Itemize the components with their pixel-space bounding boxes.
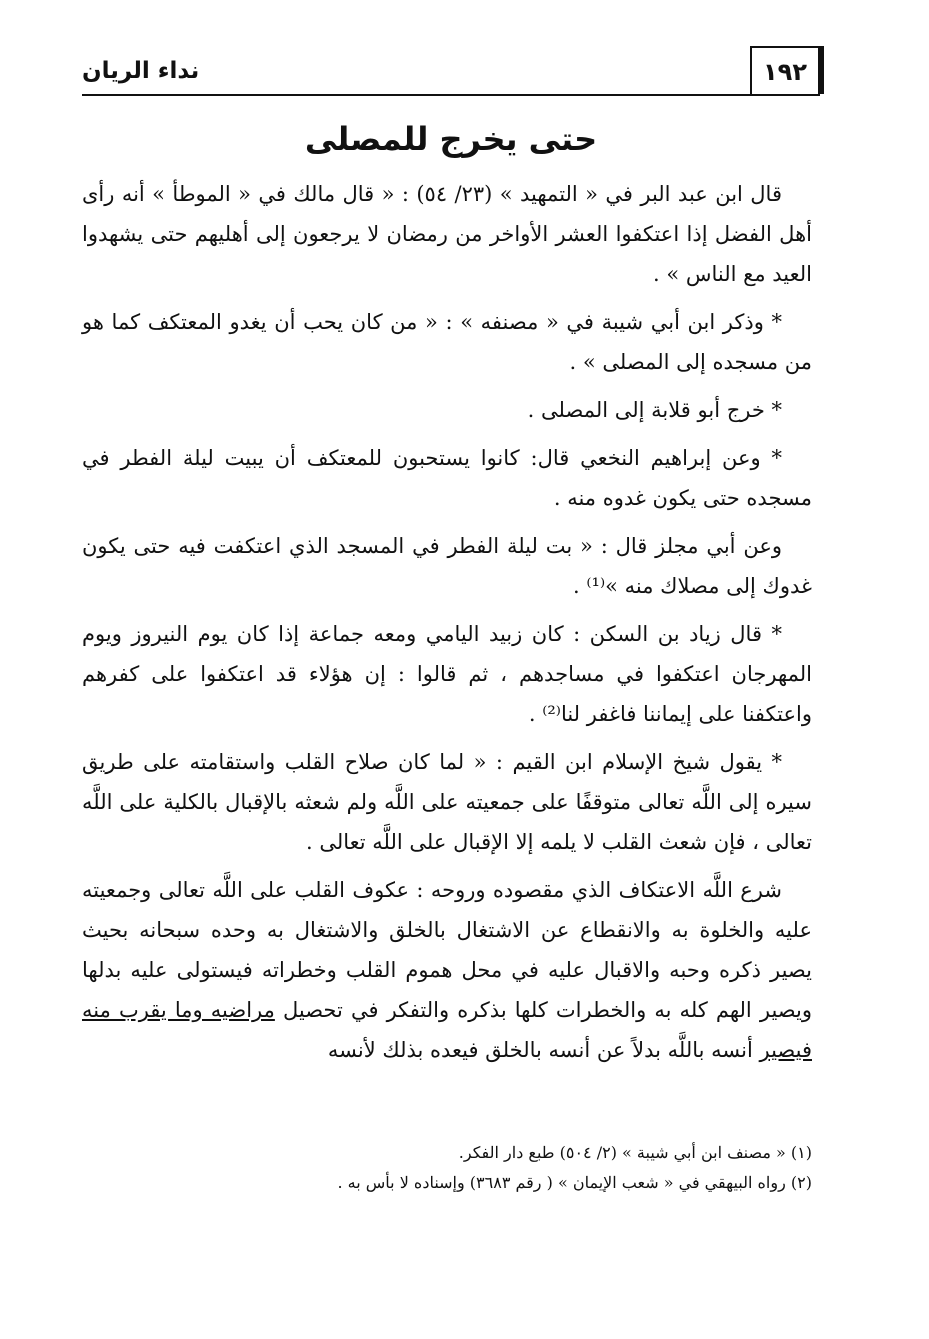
page-number: ١٩٢ bbox=[763, 58, 807, 86]
paragraph: * قال زياد بن السكن : كان زبيد اليامي ومعه جماعة إذا كان يوم النيروز ويوم المهرجان اعتكفوا في مساجدهم ، ثم قالوا : إن هؤلاء قد اعتكفوا على كفرهم واعتكفنا على إيماننا فاغفر لنا⁽²⁾ . bbox=[82, 622, 812, 726]
paragraph: وعن أبي مجلز قال : « بت ليلة الفطر في المسجد الذي اعتكفت فيه حتى يكون غدوك إلى مصلاك منه »⁽¹⁾ . bbox=[82, 534, 812, 598]
paragraph: * وذكر ابن أبي شيبة في « مصنفه » : « من كان يحب أن يغدو المعتكف كما هو من مسجده إلى المصلى » . bbox=[82, 310, 812, 374]
chapter-title: حتى يخرج للمصلى bbox=[304, 120, 598, 158]
paragraph: * وعن إبراهيم النخعي قال: كانوا يستحبون للمعتكف أن يبيت ليلة الفطر في مسجده حتى يكون غدوه منه . bbox=[82, 446, 812, 510]
paragraph: * يقول شيخ الإسلام ابن القيم : « لما كان صلاح القلب واستقامته على طريق سيره إلى اللَّه تعالى متوقفًا على جمعيته على اللَّه ولم شعثه بالإقبال بالكلية على اللَّه تعالى ، فإن شعث القلب لا يلمه إلا الإقبال على اللَّه تعالى . bbox=[82, 750, 812, 854]
footnote-2: (٢) رواه البيهقي في « شعب الإيمان » ( رقم ٣٦٨٣) وإسناده لا بأس به . bbox=[337, 1173, 812, 1192]
paragraph-last bbox=[82, 870, 812, 1070]
footnote-1: (١) « مصنف ابن أبي شيبة » (٢/ ٥٠٤) طبع دار الفكر. bbox=[458, 1143, 812, 1162]
header-rule bbox=[82, 94, 820, 96]
paragraph: * خرج أبو قلابة إلى المصلى . bbox=[527, 398, 782, 422]
paragraph-last-tail: أنسه باللَّه بدلاً عن أنسه بالخلق فيعده بذلك لأنسه bbox=[327, 1038, 760, 1062]
body-text bbox=[82, 174, 812, 1078]
underlined-phrase: مراضيه وما يقرب منه فيصير bbox=[82, 998, 812, 1062]
footnotes bbox=[82, 1138, 812, 1198]
page-number-box bbox=[750, 46, 820, 94]
paragraph-last-body: شرع اللَّه الاعتكاف الذي مقصوده وروحه : عكوف القلب على اللَّه تعالى وجمعيته عليه والخلوة به والانقطاع عن الاشتغال بالخلق والاشتغال به وحده سبحانه بحيث يصير ذكره وحبه والاقبال عليه في محل هموم القلب وخطراته فيستولى عليه بدلها ويصير الهم كله به والخطرات كلها بذكره والتفكر في تحصيل bbox=[82, 878, 812, 1022]
running-header bbox=[82, 46, 820, 98]
book-title: نداء الريان bbox=[82, 58, 200, 84]
paragraph: قال ابن عبد البر في « التمهيد » (٢٣/ ٥٤) : « قال مالك في « الموطأ » أنه رأى أهل الفضل إذا اعتكفوا العشر الأواخر من رمضان لا يرجعون إلى أهليهم حتى يشهدوا العيد مع الناس » . bbox=[82, 182, 812, 286]
